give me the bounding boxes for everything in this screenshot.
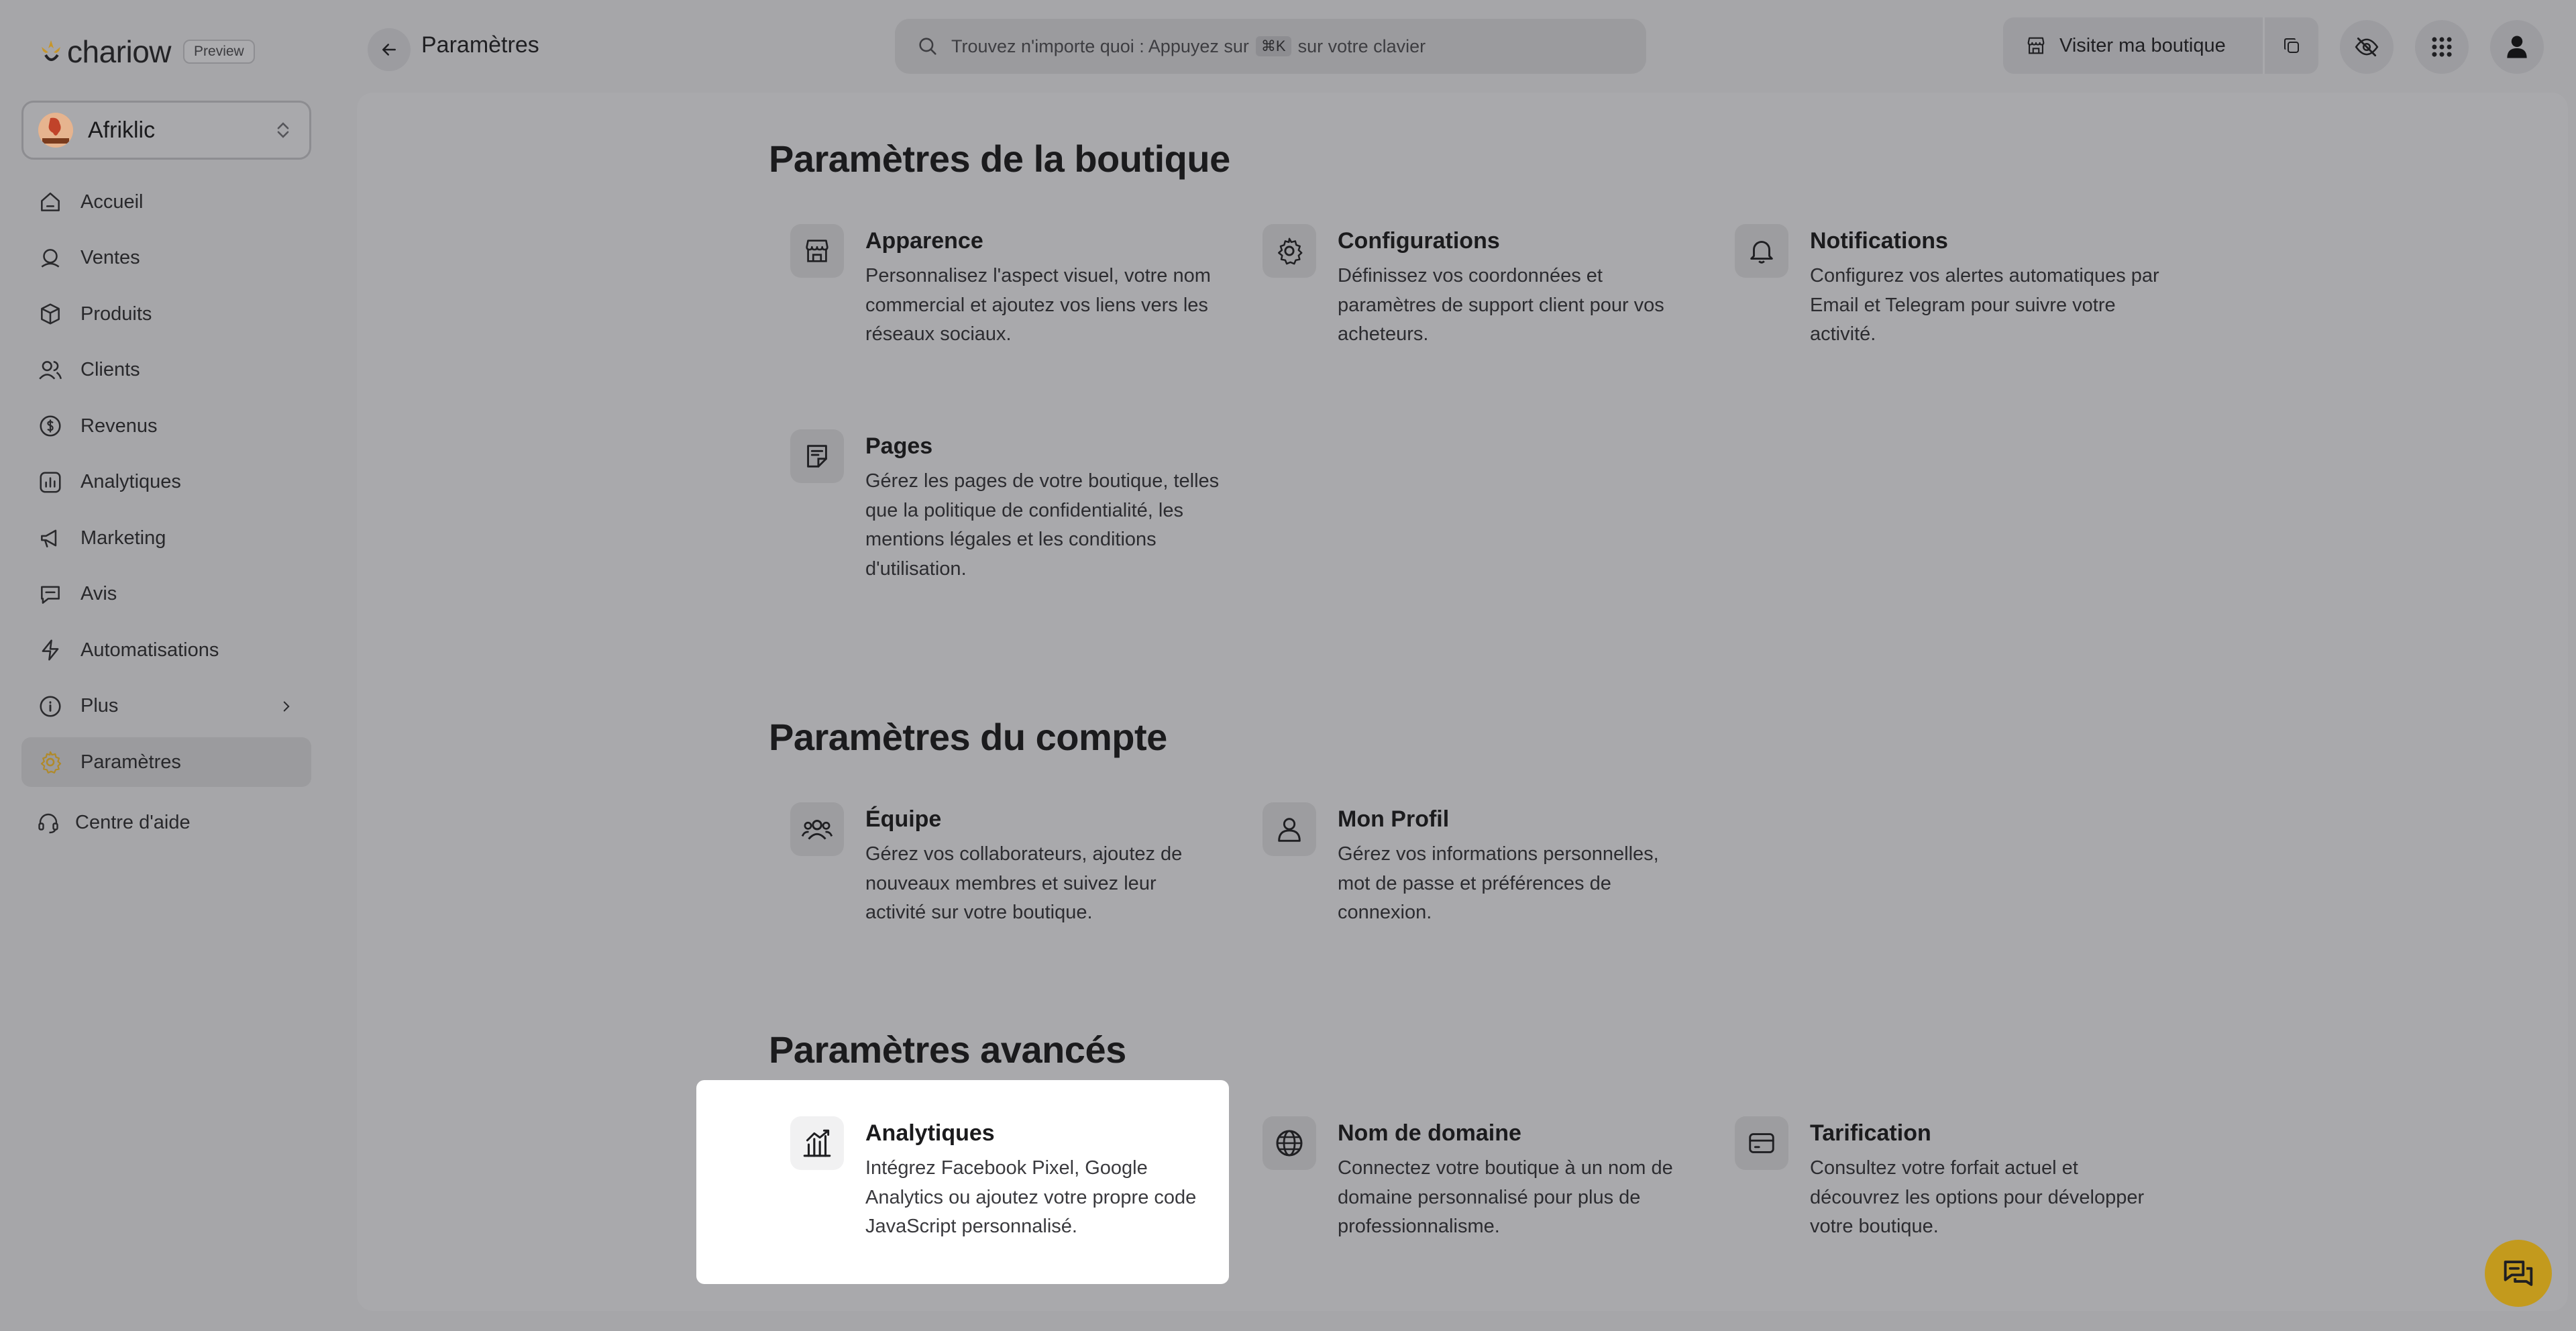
- visit-store-button[interactable]: [2003, 17, 2263, 74]
- arrow-left-icon: [379, 40, 399, 60]
- gear-icon: [1274, 235, 1305, 266]
- bell-icon: [1746, 235, 1777, 266]
- sidebar-item-produits[interactable]: [21, 289, 311, 339]
- sidebar-item-avis[interactable]: [21, 570, 311, 619]
- storefront-icon: [2025, 34, 2047, 57]
- card-title: Configurations: [1338, 228, 1500, 254]
- card-icon-box: [1263, 1116, 1316, 1170]
- card-icon-box: [790, 1116, 844, 1170]
- sidebar-item-label: Produits: [80, 303, 152, 325]
- help-center-link[interactable]: [21, 798, 311, 847]
- sidebar-item-plus[interactable]: [21, 682, 311, 731]
- box-icon: [38, 301, 63, 327]
- analytics-icon: [800, 1126, 834, 1160]
- sidebar-item-label: Analytiques: [80, 471, 181, 492]
- card-title: Nom de domaine: [1338, 1120, 1521, 1146]
- card-title: Mon Profil: [1338, 806, 1450, 832]
- info-icon: [38, 694, 63, 719]
- gear-icon: [38, 749, 63, 775]
- visit-store-label: Visiter ma boutique: [2059, 34, 2226, 56]
- card-icon-box: [1263, 224, 1316, 278]
- section-title-boutique: Paramètres de la boutique: [769, 138, 1230, 180]
- card-description: Personnalisez l'aspect visuel, votre nom commercial et ajoutez vos liens vers les réseaux sociaux.: [865, 265, 1211, 345]
- sidebar-item-ventes[interactable]: [21, 233, 311, 283]
- sidebar-nav: [21, 177, 311, 794]
- logo[interactable]: [38, 34, 255, 70]
- sidebar-item-label: Plus: [80, 695, 119, 716]
- preview-badge: Preview: [183, 40, 255, 64]
- sidebar-item-label: Paramètres: [80, 751, 181, 773]
- search-placeholder-prefix: Trouvez n'importe quoi : Appuyez sur: [951, 36, 1249, 56]
- store-name: Afriklic: [88, 117, 156, 143]
- card-icon-box: [1263, 802, 1316, 856]
- chart-icon: [38, 470, 63, 495]
- chat-icon: [2499, 1254, 2538, 1293]
- store-logo-icon: [38, 113, 73, 148]
- card-description: Gérez vos collaborateurs, ajoutez de nouveaux membres et suivez leur activité sur votre boutique.: [865, 843, 1183, 923]
- card-icon-box: [1735, 224, 1788, 278]
- copy-link-button[interactable]: [2265, 17, 2318, 74]
- card-icon-box: [790, 429, 844, 483]
- help-center-label: Centre d'aide: [75, 811, 191, 833]
- card-icon-box: [790, 224, 844, 278]
- card-description: Intégrez Facebook Pixel, Google Analytics ou ajoutez votre propre code JavaScript personnalisé.: [865, 1157, 1197, 1237]
- headset-icon: [36, 810, 60, 835]
- card-title: Équipe: [865, 806, 942, 832]
- avatar-icon: [2502, 32, 2532, 62]
- store-switcher[interactable]: [21, 101, 311, 160]
- search-bar[interactable]: [895, 19, 1646, 74]
- brand-name: chariow: [67, 34, 172, 69]
- team-icon: [800, 812, 834, 846]
- eye-off-icon: [2354, 34, 2379, 60]
- sidebar-item-label: Avis: [80, 583, 117, 604]
- home-icon: [38, 189, 63, 215]
- card-description: Configurez vos alertes automatiques par Email et Telegram pour suivre votre activité.: [1810, 265, 2159, 345]
- card-title: Notifications: [1810, 228, 1948, 254]
- sidebar-item-revenus[interactable]: [21, 401, 311, 451]
- page-title: Paramètres: [421, 32, 539, 58]
- bolt-icon: [38, 637, 63, 663]
- sidebar: [0, 0, 349, 1331]
- comment-icon: [38, 582, 63, 607]
- card-title: Pages: [865, 433, 933, 459]
- card-description: Consultez votre forfait actuel et découvrez les options pour développer votre boutique.: [1810, 1157, 2145, 1237]
- apps-menu-button[interactable]: [2415, 20, 2469, 74]
- coin-icon: [38, 413, 63, 439]
- sidebar-item-label: Marketing: [80, 527, 166, 549]
- card-title: Analytiques: [865, 1120, 995, 1146]
- hide-balance-button[interactable]: [2340, 20, 2394, 74]
- card-icon-box: [790, 802, 844, 856]
- user-menu-button[interactable]: [2490, 20, 2544, 74]
- sidebar-item-accueil[interactable]: [21, 177, 311, 227]
- back-button[interactable]: [368, 28, 411, 71]
- globe-icon: [1273, 1127, 1305, 1159]
- sidebar-item-parametres[interactable]: [21, 737, 311, 787]
- sales-icon: [38, 246, 63, 271]
- section-title-avances: Paramètres avancés: [769, 1028, 1126, 1071]
- megaphone-icon: [38, 525, 63, 551]
- card-description: Gérez les pages de votre boutique, telles que la politique de confidentialité, les mentions légales et les conditions d'utilisation.: [865, 470, 1220, 580]
- sidebar-item-label: Accueil: [80, 191, 144, 213]
- sidebar-item-label: Clients: [80, 359, 140, 380]
- card-description: Gérez vos informations personnelles, mot de passe et préférences de connexion.: [1338, 843, 1659, 923]
- sidebar-item-label: Ventes: [80, 247, 140, 268]
- section-title-compte: Paramètres du compte: [769, 716, 1167, 758]
- storefront-icon: [802, 235, 833, 266]
- sidebar-item-automatisations[interactable]: [21, 625, 311, 675]
- page-icon: [802, 441, 833, 472]
- chevron-right-icon: [278, 698, 295, 715]
- sidebar-item-marketing[interactable]: [21, 513, 311, 563]
- users-icon: [38, 358, 63, 383]
- chariow-logo-icon: [38, 35, 64, 68]
- card-description: Connectez votre boutique à un nom de domaine personnalisé pour plus de professionnalisme.: [1338, 1157, 1673, 1237]
- store-avatar: [38, 113, 73, 148]
- user-icon: [1274, 814, 1305, 845]
- search-icon: [916, 35, 939, 58]
- chevron-up-down-icon: [272, 119, 294, 142]
- card-icon: [1746, 1128, 1777, 1159]
- search-placeholder-suffix: sur votre clavier: [1297, 36, 1426, 56]
- copy-icon: [2282, 36, 2302, 56]
- card-title: Apparence: [865, 228, 983, 254]
- card-description: Définissez vos coordonnées et paramètres de support client pour vos acheteurs.: [1338, 265, 1664, 345]
- card-icon-box: [1735, 1116, 1788, 1170]
- search-shortcut-badge: ⌘K: [1256, 36, 1291, 56]
- chat-support-button[interactable]: [2485, 1240, 2552, 1307]
- sidebar-item-label: Automatisations: [80, 639, 219, 661]
- card-title: Tarification: [1810, 1120, 1931, 1146]
- sidebar-item-analytiques[interactable]: [21, 458, 311, 507]
- sidebar-item-clients[interactable]: [21, 345, 311, 395]
- visit-store-group: [2003, 17, 2318, 74]
- grid-icon: [2429, 34, 2455, 60]
- sidebar-item-label: Revenus: [80, 415, 158, 437]
